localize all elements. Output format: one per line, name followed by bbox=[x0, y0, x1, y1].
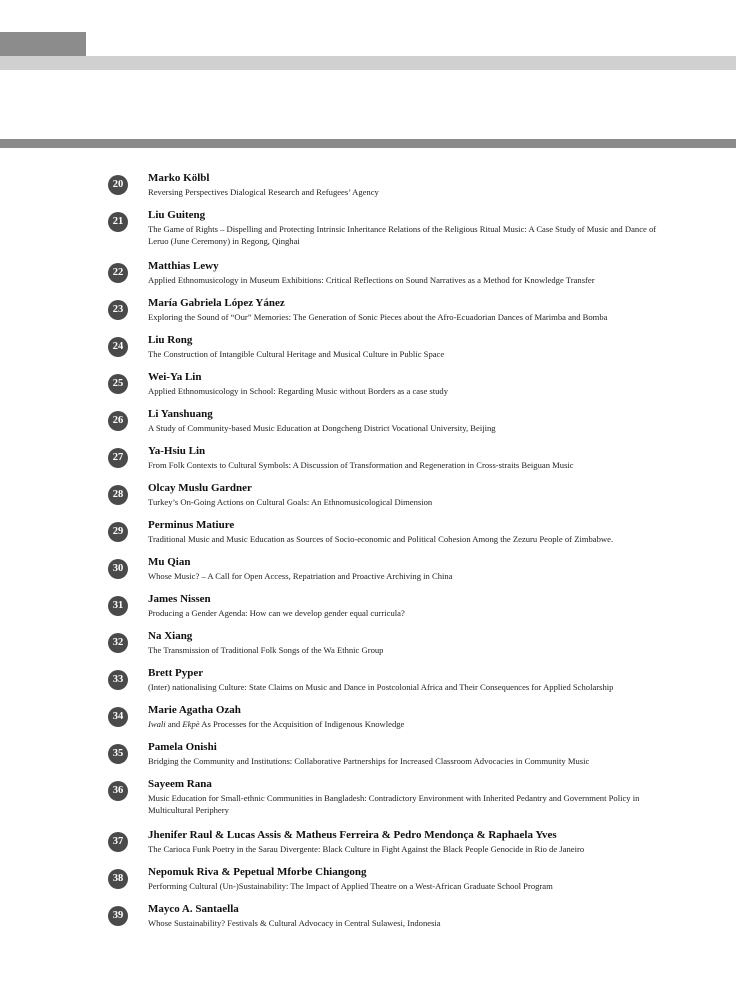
entry-author: Mayco A. Santaella bbox=[148, 903, 239, 915]
entry-author: Matthias Lewy bbox=[148, 260, 219, 272]
entry-author: Nepomuk Riva & Pepetual Mforbe Chiangong bbox=[148, 866, 367, 878]
entry-number-badge: 21 bbox=[108, 212, 128, 232]
entry-number-badge: 29 bbox=[108, 522, 128, 542]
entry-title: The Construction of Intangible Cultural Heritage and Musical Culture in Public Space bbox=[148, 349, 445, 359]
entry-title-rest: As Processes for the Acquisition of Indigenous Knowledge bbox=[199, 719, 405, 729]
entry-text bbox=[148, 260, 668, 286]
entry-text bbox=[148, 408, 668, 434]
entry-text bbox=[148, 704, 668, 730]
entry-author: Perminus Matiure bbox=[148, 519, 235, 531]
entry-author: Marie Agatha Ozah bbox=[148, 704, 241, 716]
entry-title: The Carioca Funk Poetry in the Sarau Divergente: Black Culture in Fight Against the Black People Genocide in Rio de Janeiro bbox=[148, 844, 585, 854]
entry-title: The Transmission of Traditional Folk Songs of the Wa Ethnic Group bbox=[148, 645, 384, 655]
entry-number-badge: 20 bbox=[108, 175, 128, 195]
entry-number-badge: 33 bbox=[108, 670, 128, 690]
entry-title-italic-1: Iwali bbox=[148, 719, 166, 729]
entry-author: James Nissen bbox=[148, 593, 211, 605]
entry-author: Olcay Muslu Gardner bbox=[148, 482, 252, 494]
entry-author: Brett Pyper bbox=[148, 667, 204, 679]
entry-title: The Game of Rights – Dispelling and Protecting Intrinsic Inheritance Relations of the Religious Ritual Music: A Case Study of Music and Dance of Leruo (June Ceremony) in Regong, Qinghai bbox=[148, 224, 657, 246]
entry-title: Applied Ethnomusicology in Museum Exhibitions: Critical Reflections on Sound Narratives as a Method for Knowledge Transfer bbox=[148, 275, 595, 285]
entry-text bbox=[148, 445, 668, 471]
entry-number-badge: 27 bbox=[108, 448, 128, 468]
entry-number-badge: 31 bbox=[108, 596, 128, 616]
entry-title: (Inter) nationalising Culture: State Claims on Music and Dance in Postcolonial Africa and Their Consequences for Applied Scholarship bbox=[148, 682, 614, 692]
entry-number-badge: 37 bbox=[108, 832, 128, 852]
entry-author: Li Yanshuang bbox=[148, 408, 213, 420]
entry-title: Reversing Perspectives Dialogical Research and Refugees’ Agency bbox=[148, 187, 379, 197]
entry-author: Mu Qian bbox=[148, 556, 191, 568]
entry-text bbox=[148, 741, 668, 767]
entry-title bbox=[148, 718, 668, 730]
entry-title: From Folk Contexts to Cultural Symbols: A Discussion of Transformation and Regeneration in Cross-straits Beiguan Music bbox=[148, 460, 574, 470]
entry-number-badge: 24 bbox=[108, 337, 128, 357]
entry-author: María Gabriela López Yánez bbox=[148, 297, 285, 309]
entry-number-badge: 35 bbox=[108, 744, 128, 764]
entry-text bbox=[148, 172, 668, 198]
entry-author: Pamela Onishi bbox=[148, 741, 217, 753]
entry-author: Na Xiang bbox=[148, 630, 193, 642]
entry-text bbox=[148, 903, 668, 929]
entry-number-badge: 38 bbox=[108, 869, 128, 889]
entry-title: Exploring the Sound of “Our” Memories: The Generation of Sonic Pieces about the Afro-Ecuadorian Dances of Marimba and Bomba bbox=[148, 312, 608, 322]
entry-text bbox=[148, 371, 668, 397]
entry-text bbox=[148, 209, 668, 247]
header-light-bar bbox=[0, 56, 736, 70]
entry-text bbox=[148, 630, 668, 656]
entry-title: Music Education for Small-ethnic Communities in Bangladesh: Contradictory Environment with Inherited Pedantry and Government Policy in Multicultural Periphery bbox=[148, 793, 640, 815]
entry-title: Bridging the Community and Institutions: Collaborative Partnerships for Increased Classroom Advocacies in Community Music bbox=[148, 756, 590, 766]
entry-text bbox=[148, 482, 668, 508]
entry-number-badge: 36 bbox=[108, 781, 128, 801]
entry-text bbox=[148, 778, 668, 816]
entry-number-badge: 23 bbox=[108, 300, 128, 320]
entry-number-badge: 26 bbox=[108, 411, 128, 431]
entry-number-badge: 22 bbox=[108, 263, 128, 283]
entry-number-badge: 39 bbox=[108, 906, 128, 926]
entry-title: Whose Music? – A Call for Open Access, Repatriation and Proactive Archiving in China bbox=[148, 571, 453, 581]
entry-author: Sayeem Rana bbox=[148, 778, 212, 790]
entry-text bbox=[148, 334, 668, 360]
entry-text bbox=[148, 829, 668, 855]
entry-number-badge: 32 bbox=[108, 633, 128, 653]
entry-author: Jhenifer Raul & Lucas Assis & Matheus Ferreira & Pedro Mendonça & Raphaela Yves bbox=[148, 829, 557, 841]
entry-text bbox=[148, 866, 668, 892]
header-dark-tab bbox=[0, 32, 86, 56]
entry-author: Marko Kölbl bbox=[148, 172, 210, 184]
entry-title: Applied Ethnomusicology in School: Regarding Music without Borders as a case study bbox=[148, 386, 449, 396]
entry-title: Producing a Gender Agenda: How can we develop gender equal curricula? bbox=[148, 608, 405, 618]
entry-author: Liu Rong bbox=[148, 334, 193, 346]
entry-title-mid: and bbox=[165, 719, 183, 729]
entry-author: Ya-Hsiu Lin bbox=[148, 445, 206, 457]
entry-title: Whose Sustainability? Festivals & Cultural Advocacy in Central Sulawesi, Indonesia bbox=[148, 918, 441, 928]
entry-text bbox=[148, 519, 668, 545]
entry-text bbox=[148, 667, 668, 693]
entry-number-badge: 28 bbox=[108, 485, 128, 505]
entry-title: Turkey’s On-Going Actions on Cultural Goals: An Ethnomusicological Dimension bbox=[148, 497, 433, 507]
entry-number-badge: 25 bbox=[108, 374, 128, 394]
entry-text bbox=[148, 593, 668, 619]
entry-number-badge: 34 bbox=[108, 707, 128, 727]
entry-title-italic-2: Ekpè bbox=[182, 719, 200, 729]
entry-author: Wei-Ya Lin bbox=[148, 371, 202, 383]
entry-text bbox=[148, 297, 668, 323]
entry-number-badge: 30 bbox=[108, 559, 128, 579]
entry-title: Performing Cultural (Un-)Sustainability: The Impact of Applied Theatre on a West-African Graduate School Program bbox=[148, 881, 553, 891]
entry-text bbox=[148, 556, 668, 582]
entry-author: Liu Guiteng bbox=[148, 209, 206, 221]
entry-title: A Study of Community-based Music Education at Dongcheng District Vocational University, Beijing bbox=[148, 423, 496, 433]
section-divider-bar bbox=[0, 139, 736, 148]
entry-title: Traditional Music and Music Education as Sources of Socio-economic and Political Cohesion Among the Zezuru People of Zimbabwe. bbox=[148, 534, 614, 544]
